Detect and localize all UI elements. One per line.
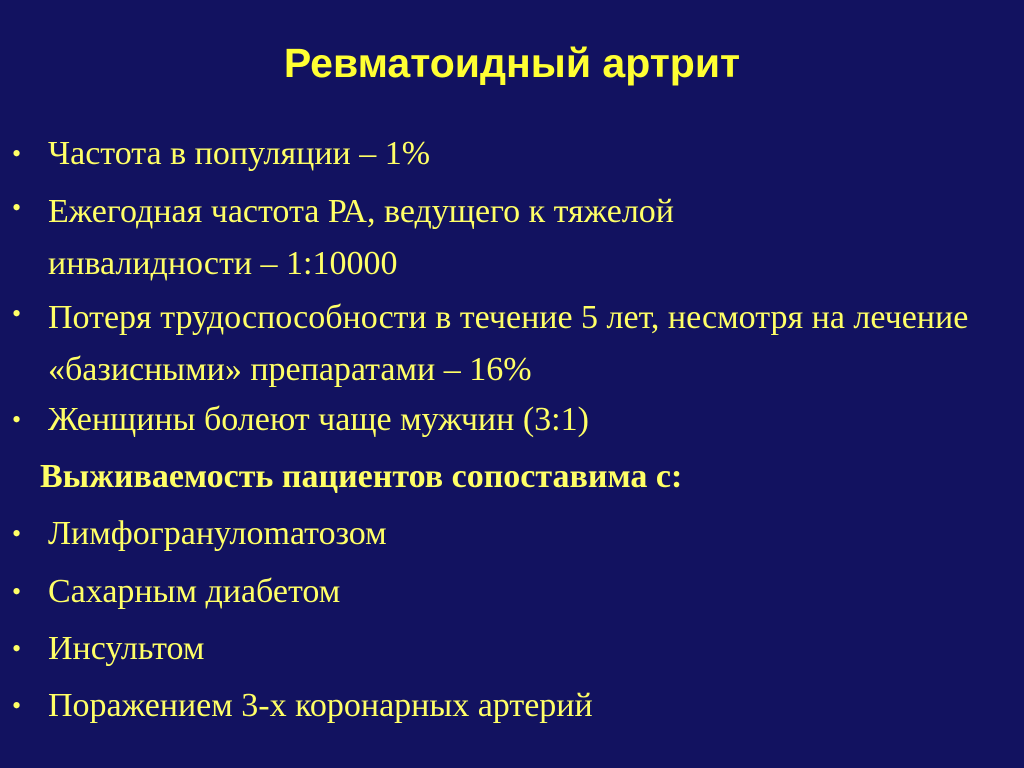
list-item <box>12 512 1002 556</box>
list-item <box>12 627 1002 671</box>
list-item-text: Частота в популяции – 1% <box>48 135 431 172</box>
list-item-text: Инсультом <box>48 630 205 667</box>
list-item-text: Сахарным диабетом <box>48 573 341 610</box>
list-item <box>12 132 1002 176</box>
section-subheading: Выживаемость пациентов сопоставима с: <box>40 458 683 495</box>
bullet-icon: • <box>12 691 22 720</box>
bullet-icon: • <box>12 139 22 168</box>
list-item-text: Ежегодная частота РА, ведущего к тяжелой инвалидности – 1:10000 <box>48 193 674 282</box>
list-item <box>12 186 1002 290</box>
slide-title: Ревматоидный артрит <box>283 40 741 86</box>
bullet-icon: • <box>12 299 22 328</box>
list-item-text: Женщины болеют чаще мужчин (3:1) <box>48 401 589 438</box>
list-item <box>12 684 1002 728</box>
bullet-icon: • <box>12 519 22 548</box>
list-item <box>12 292 1002 396</box>
bullet-icon: • <box>12 634 22 663</box>
bullet-icon: • <box>12 577 22 606</box>
list-item <box>12 398 1002 442</box>
list-item-text: Потеря трудоспособности в течение 5 лет, несмотря на лечение «базисными» препаратами – 16% <box>48 299 969 388</box>
bullet-icon: • <box>12 405 22 434</box>
list-item-text: Лимфогранулomатозом <box>48 515 387 552</box>
list-item-text: Поражением 3-х коронарных артерий <box>48 687 593 724</box>
bullet-icon: • <box>12 193 22 222</box>
list-item <box>12 570 1002 614</box>
